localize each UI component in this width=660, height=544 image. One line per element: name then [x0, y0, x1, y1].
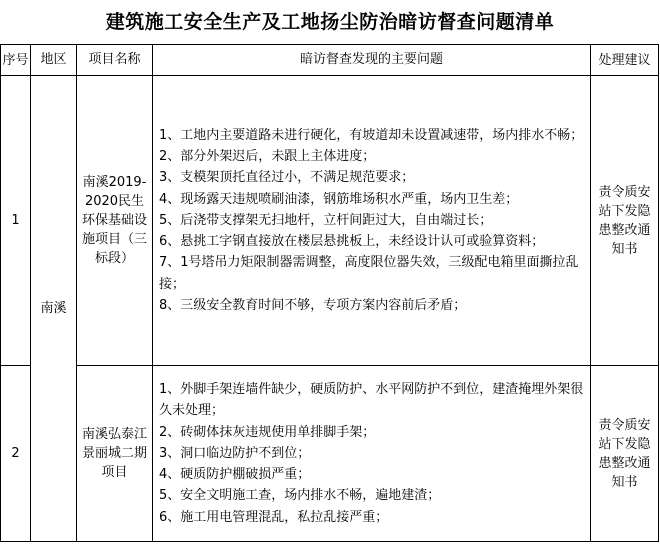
issue-item: 4、现场露天违规喷刷油漆，钢筋堆场积水严重，场内卫生差；: [159, 191, 519, 207]
header-advice: [591, 45, 659, 76]
row-advice: 责令质安站下发隐患整改通知书: [591, 76, 659, 366]
issue-item: 2、砖砌体抹灰违规使用单排脚手架；: [159, 424, 376, 440]
issue-item: 5、后浇带支撑架无扫地杆，立杆间距过大，自由端过长；: [159, 212, 493, 228]
page-title: 建筑施工安全生产及工地扬尘防治暗访督查问题清单: [105, 11, 555, 33]
row-region: 南溪: [31, 76, 77, 542]
issue-item: 6、施工用电管理混乱，私拉乱接严重；: [159, 509, 389, 525]
issue-item: 5、安全文明施工查，场内排水不畅，遍地建渣；: [159, 488, 441, 504]
header-advice-text: 处理建议: [598, 52, 651, 68]
issue-table: [0, 44, 659, 542]
row-seq: 2: [1, 366, 31, 542]
header-issues: 暗访督查发现的主要问题: [153, 45, 591, 76]
header-seq-text: 序号: [2, 52, 29, 68]
row-project: 南溪2019-2020民生环保基础设施项目（三标段）: [77, 76, 153, 366]
header-project: 项目名称: [77, 45, 153, 76]
header-region: 地区: [31, 45, 77, 76]
issue-item: 3、支模架顶托直径过小，不满足规范要求；: [159, 170, 415, 186]
row-advice: 责令质安站下发隐患整改通知书: [591, 366, 659, 542]
row-issues: [153, 76, 591, 366]
row-issues: [153, 366, 591, 542]
issue-item: 3、洞口临边防护不到位；: [159, 445, 311, 461]
table-header-row: [1, 45, 659, 76]
row-project: 南溪弘泰江景丽城二期项目: [77, 366, 153, 542]
table-row: [1, 76, 659, 366]
header-seq: [1, 45, 31, 76]
issue-item: 8、三级安全教育时间不够，专项方案内容前后矛盾；: [159, 298, 467, 314]
table-row: [1, 366, 659, 542]
issue-item: 6、悬挑工字钢直接放在楼层悬挑板上，未经设计认可或验算资料；: [159, 234, 545, 250]
issue-item: 1、外脚手架连墙件缺少，硬质防护、水平网防护不到位，建渣掩埋外架很久未处理；: [159, 381, 584, 419]
issue-item: 1、工地内主要道路未进行硬化，有坡道却未设置减速带，场内排水不畅；: [159, 127, 584, 143]
row-seq: 1: [1, 76, 31, 366]
issue-item: 2、部分外架迟后，未跟上主体进度；: [159, 148, 376, 164]
issue-item: 7、1号塔吊力矩限制器需调整，高度限位器失效，三级配电箱里面撕拉乱接；: [159, 255, 579, 292]
issue-item: 4、硬质防护棚破损严重；: [159, 467, 311, 483]
